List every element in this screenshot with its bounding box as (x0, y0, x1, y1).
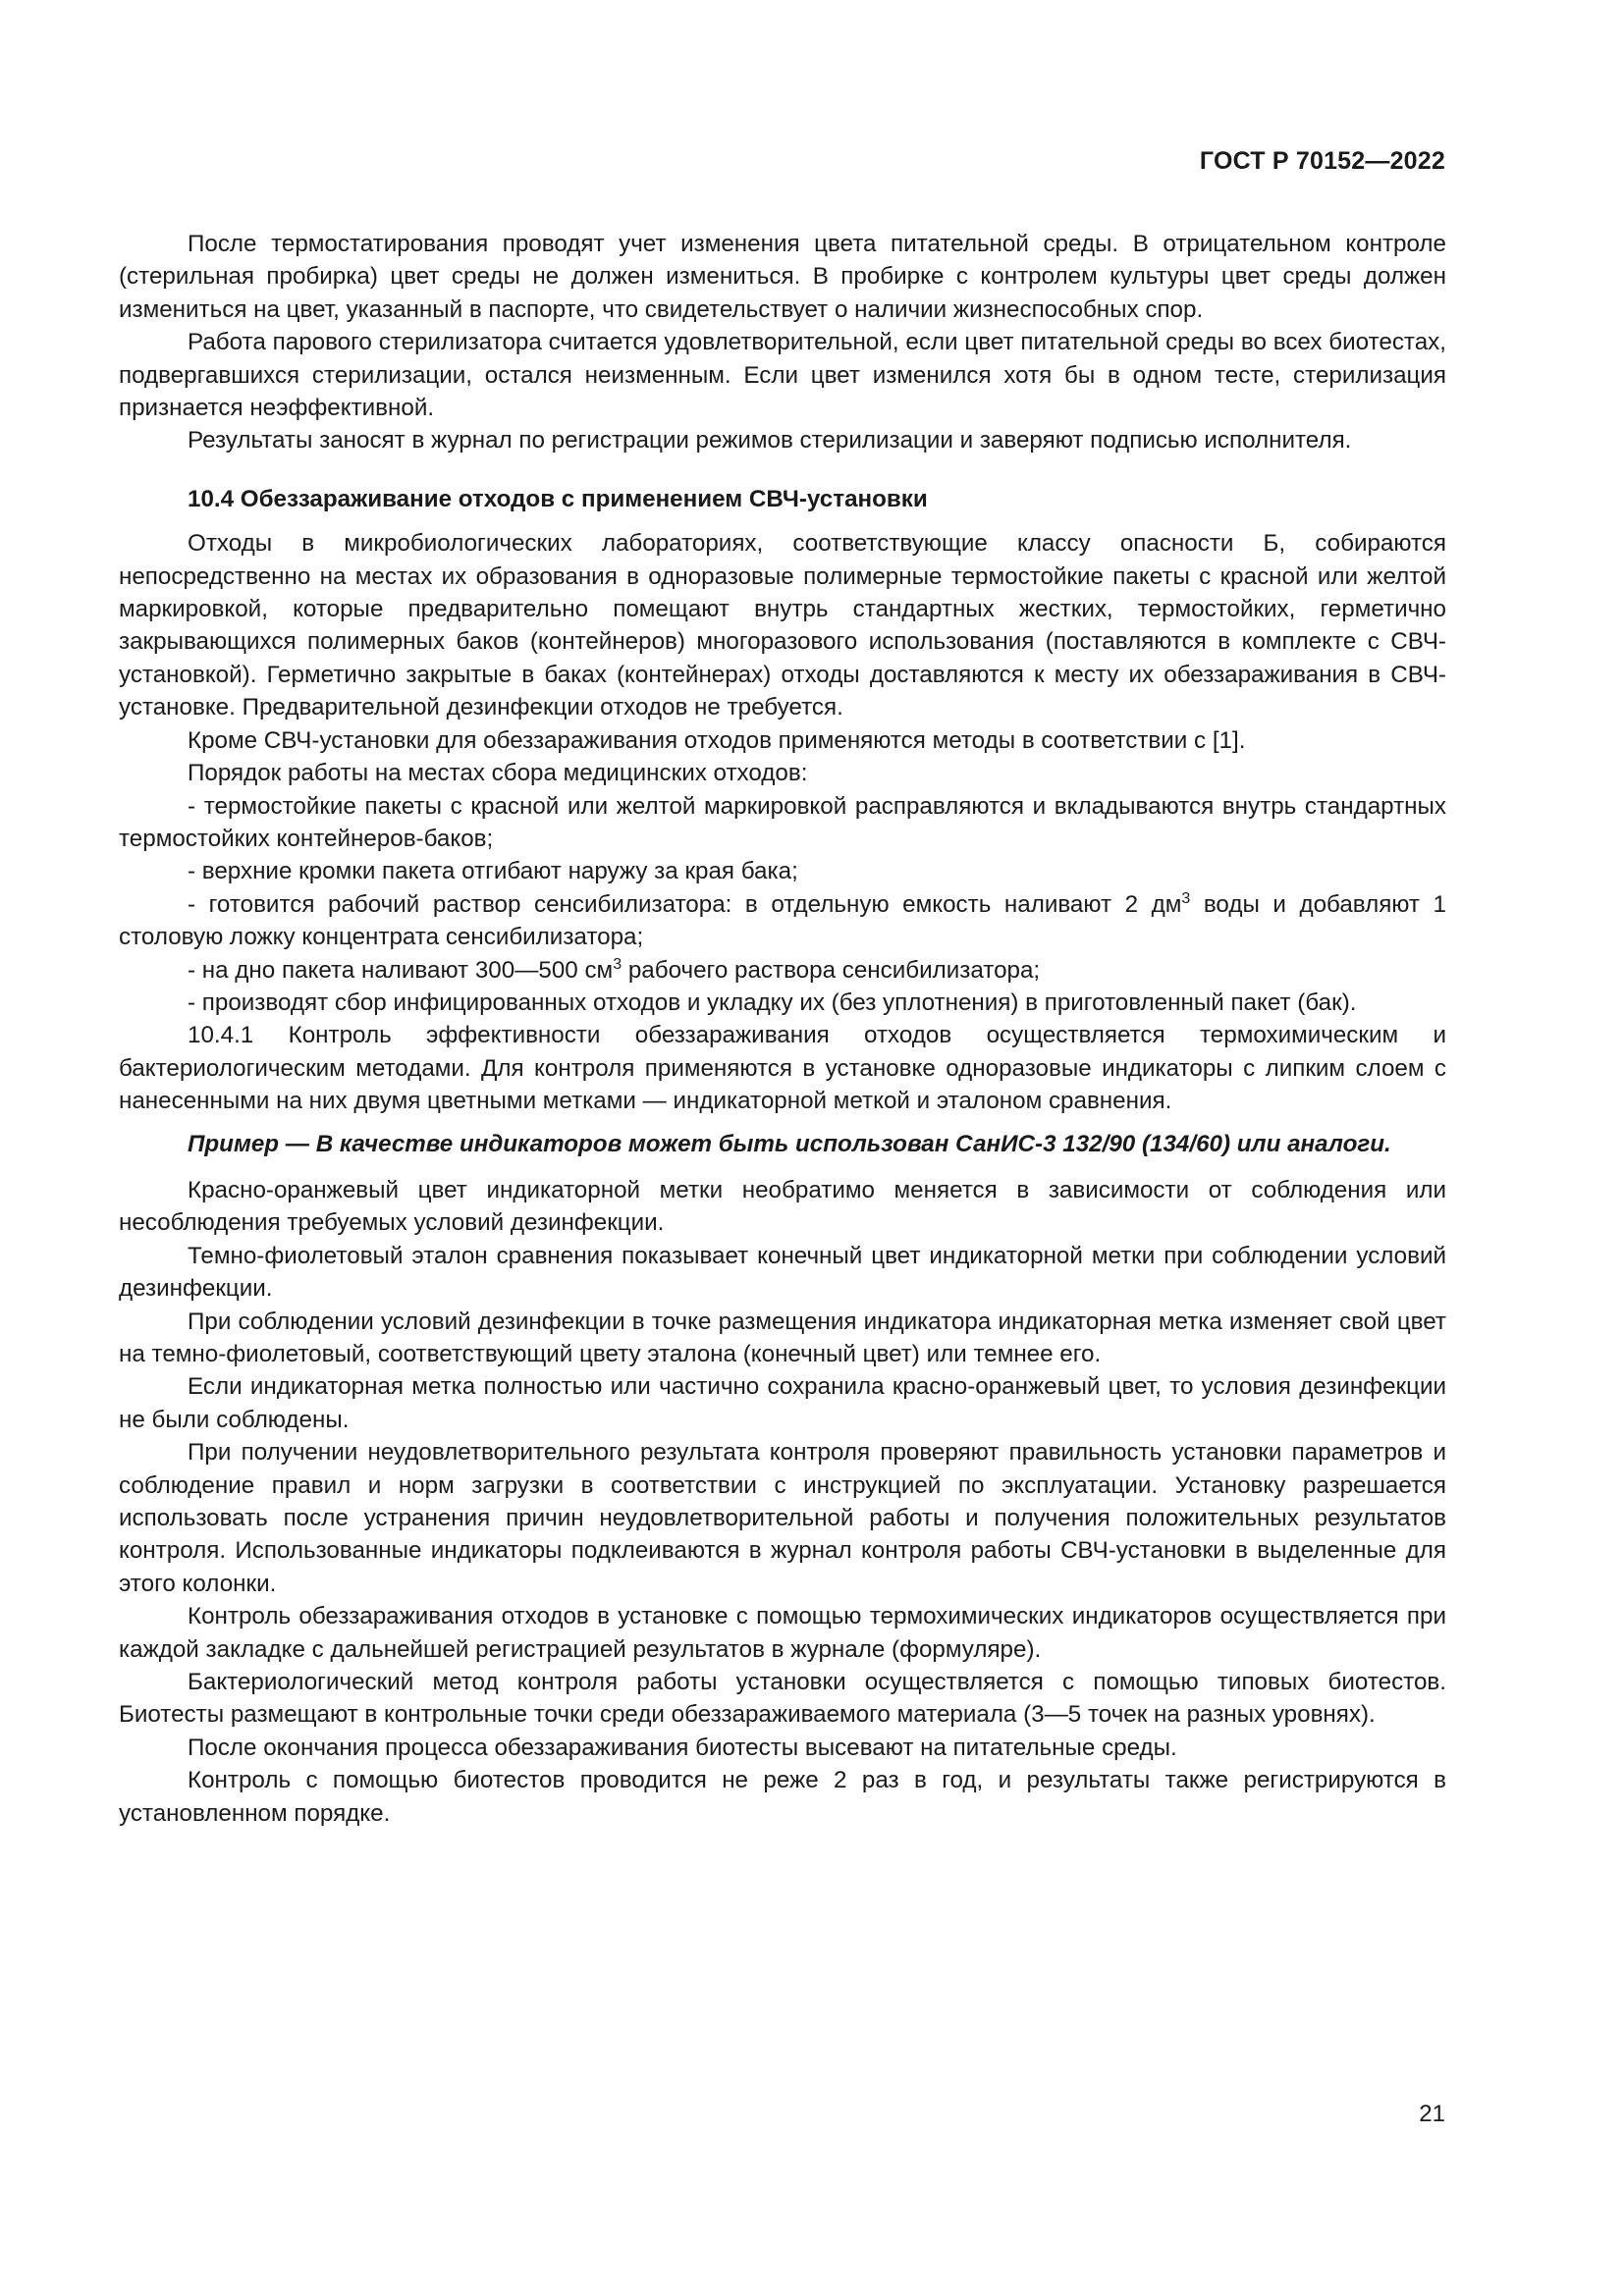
paragraph: Порядок работы на местах сбора медицинских отходов: (188, 760, 808, 787)
paragraph: Темно-фиолетовый эталон сравнения показывает конечный цвет индикаторной метки при соблюдении условий дезинфекции. (119, 1242, 1446, 1303)
body-text (119, 228, 1446, 1830)
list-item-text: рабочего раствора сенсибилизатора; (622, 956, 1041, 984)
paragraph: Кроме СВЧ-установки для обеззараживания отходов применяются методы в соответствии с [1]. (188, 726, 1246, 754)
list-item-text: воды и добавляют 1 столовую ложку концентрата сенсибилизатора; (119, 890, 1446, 951)
paragraph: Отходы в микробиологических лабораториях, соответствующие классу опасности Б, собираются непосредственно на местах их образования в одноразовые полимерные термостойкие пакеты с красной или желтой маркировкой, которые предварительно помещают внутрь стандартных жестких, термостойких, герметично закрывающихся полимерных баков (контейнеров) многоразового использования (поставляются в комплекте с СВЧ-установкой). Герметично закрытые в баках (контейнерах) отходы доставляются к месту их обеззараживания в СВЧ-установке. Предварительной дезинфекции отходов не требуется. (119, 530, 1446, 721)
list-item (119, 954, 1446, 987)
paragraph: Бактериологический метод контроля работы установки осуществляется с помощью типовых биотестов. Биотесты размещают в контрольные точки среди обеззараживаемого материала (3—5 точек на разных уровнях). (119, 1669, 1446, 1729)
page-number: 21 (1419, 2101, 1445, 2127)
list-item-text: - готовится рабочий раствор сенсибилизатора: в отдельную емкость наливают 2 дм (188, 890, 1182, 918)
superscript: 3 (1181, 889, 1191, 907)
example-note: Пример — В качестве индикаторов может быть использован СанИС-3 132/90 (134/60) или аналоги. (188, 1130, 1391, 1157)
paragraph: После термостатирования проводят учет изменения цвета питательной среды. В отрицательном контроле (стерильная пробирка) цвет среды не должен измениться. В пробирке с контролем культуры цвет среды должен измениться на цвет, указанный в паспорте, что свидетельствует о наличии жизнеспособных спор. (119, 231, 1446, 323)
standard-header: ГОСТ Р 70152—2022 (1199, 147, 1445, 175)
paragraph: Если индикаторная метка полностью или частично сохранила красно-оранжевый цвет, то условия дезинфекции не были соблюдены. (119, 1373, 1446, 1433)
list-item: - производят сбор инфицированных отходов и укладку их (без уплотнения) в приготовленный пакет (бак). (188, 988, 1357, 1016)
paragraph: Работа парового стерилизатора считается удовлетворительной, если цвет питательной среды во всех биотестах, подвергавшихся стерилизации, остался неизменным. Если цвет изменился хотя бы в одном тесте, стерилизация признается неэффективной. (119, 329, 1446, 422)
section-title: 10.4 Обеззараживание отходов с применением СВЧ-установки (188, 485, 928, 512)
superscript: 3 (613, 955, 623, 973)
subsection-paragraph: 10.4.1 Контроль эффективности обеззараживания отходов осуществляется термохимическим и бактериологическим методами. Для контроля применяются в установке одноразовые индикаторы с липким слоем с нанесенными на них двумя цветными метками — индикаторной меткой и эталоном сравнения. (119, 1022, 1446, 1115)
paragraph: При получении неудовлетворительного результата контроля проверяют правильность установки параметров и соблюдение правил и норм загрузки в соответствии с инструкцией по эксплуатации. Установку разрешается использовать после устранения причин неудовлетворительной работы и получения положительных результатов контроля. Использованные индикаторы подклеиваются в журнал контроля работы СВЧ-установки в выделенные для этого колонки. (119, 1439, 1446, 1597)
paragraph: Красно-оранжевый цвет индикаторной метки необратимо меняется в зависимости от соблюдения или несоблюдения требуемых условий дезинфекции. (119, 1176, 1446, 1237)
list-item-text: - на дно пакета наливают 300—500 см (188, 956, 614, 984)
list-item (119, 888, 1446, 954)
list-item: - термостойкие пакеты с красной или желтой маркировкой расправляются и вкладываются внутрь стандартных термостойких контейнеров-баков; (119, 792, 1446, 852)
paragraph: Результаты заносят в журнал по регистрации режимов стерилизации и заверяют подписью исполнителя. (188, 427, 1352, 454)
paragraph: Контроль с помощью биотестов проводится не реже 2 раз в год, и результаты также регистрируются в установленном порядке. (119, 1767, 1446, 1827)
paragraph: Контроль обеззараживания отходов в установке с помощью термохимических индикаторов осуществляется при каждой закладке с дальнейшей регистрацией результатов в журнале (формуляре). (119, 1603, 1446, 1663)
list-item: - верхние кромки пакета отгибают наружу за края бака; (188, 858, 798, 885)
paragraph: После окончания процесса обеззараживания биотесты высевают на питательные среды. (188, 1734, 1177, 1761)
paragraph: При соблюдении условий дезинфекции в точке размещения индикатора индикаторная метка изменяет свой цвет на темно-фиолетовый, соответствующий цвету эталона (конечный цвет) или темнее его. (119, 1308, 1446, 1367)
